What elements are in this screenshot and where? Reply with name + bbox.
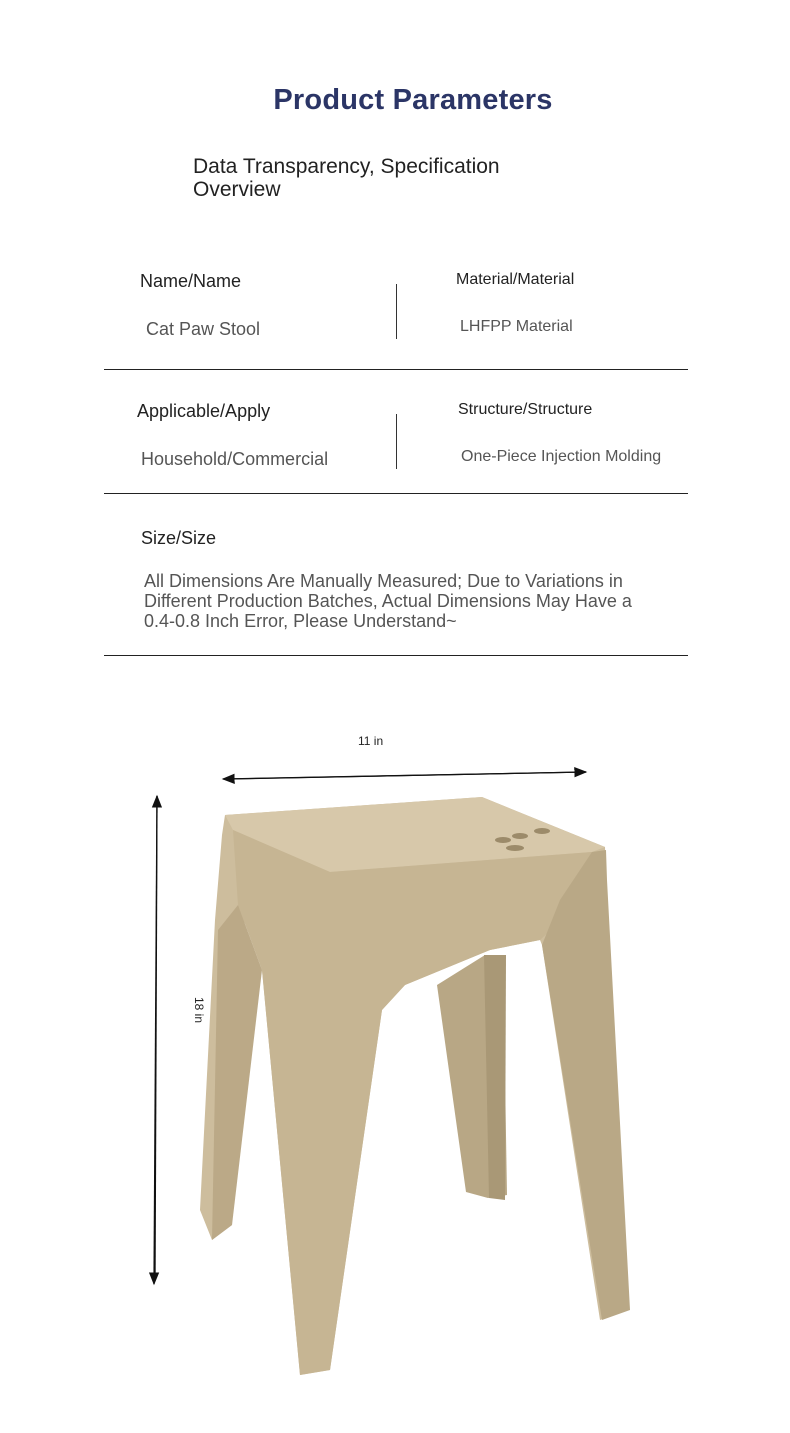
width-label: 11 in [358, 734, 384, 748]
applicable-label: Applicable/Apply [137, 401, 271, 421]
size-value: All Dimensions Are Manually Measured; Due to Variations in Different Production Batches, Actual Dimensions May Have a 0.4-0.8 Inch Error, Please Understand~ [144, 571, 632, 631]
name-value: Cat Paw Stool [146, 319, 261, 339]
structure-label: Structure/Structure [458, 401, 593, 418]
size-label: Size/Size [141, 528, 217, 548]
applicable-value: Household/Commercial [141, 449, 329, 469]
material-label: Material/Material [456, 271, 575, 288]
structure-value: One-Piece Injection Molding [461, 448, 662, 465]
name-label: Name/Name [140, 271, 242, 291]
stool-shape [200, 797, 630, 1375]
height-label: 18 in [192, 996, 207, 1024]
page-subtitle: Data Transparency, Specification Overview [193, 155, 500, 201]
page-title: Product Parameters [273, 84, 553, 116]
material-value: LHFPP Material [460, 318, 573, 335]
